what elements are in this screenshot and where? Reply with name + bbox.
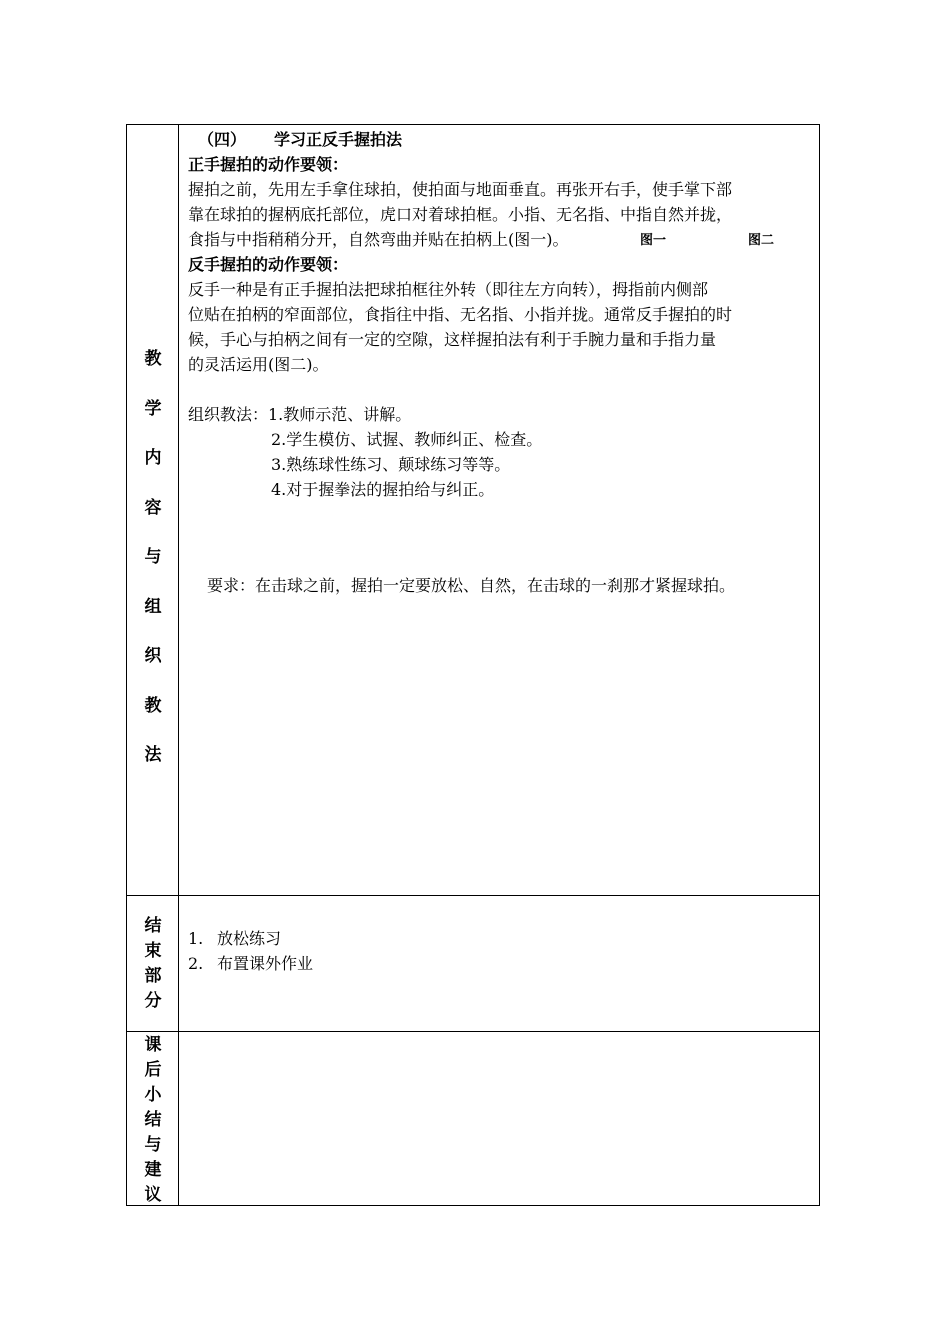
label-char: 学 [144,398,162,419]
label-char: 法 [144,745,162,765]
summary-label-cell [127,1032,179,1205]
label-char: 与 [144,1135,162,1155]
ending-label [127,914,179,1014]
requirement-text: 要求：在击球之前，握拍一定要放松、自然，在击球的一刹那才紧握球拍。 [207,576,736,595]
label-char: 内 [144,448,162,468]
label-char: 结 [144,1110,162,1130]
ending-row [127,895,819,1031]
label-char: 议 [144,1185,162,1205]
label-char: 与 [144,547,162,567]
org-method-line: 组织教法：1.教师示范、讲解。 [188,405,412,424]
section-title: 学习正反手握拍法 [274,130,403,149]
section-number: （四） [198,130,247,149]
list-item [188,926,281,951]
label-char: 分 [144,991,162,1011]
label-char: 教 [144,695,162,716]
backhand-line: 反手一种是有正手握拍法把球拍框往外转（即往左方向转），拇指前内侧部 [188,280,709,299]
label-char: 束 [144,941,162,961]
teaching-content-cell [179,125,819,895]
ending-cell [179,896,819,1031]
forehand-heading: 正手握拍的动作要领： [188,155,349,174]
figure-2-label: 图二 [748,233,775,248]
label-char: 结 [144,916,162,936]
lesson-plan-table [126,124,820,1206]
backhand-heading: 反手握拍的动作要领： [188,255,349,274]
org-method-line: 4.对于握拳法的握拍给与纠正。 [271,480,495,499]
list-number: 1. [188,929,204,948]
org-method-line: 3.熟练球性练习、颠球练习等等。 [271,455,511,474]
summary-row [127,1031,819,1205]
teaching-content-label [127,335,179,781]
label-char: 后 [144,1060,162,1080]
summary-cell [179,1032,819,1205]
figure-1-label: 图一 [640,233,667,248]
list-item [188,951,313,976]
ending-label-cell [127,896,179,1031]
label-char: 教 [144,349,162,369]
backhand-line: 候，手心与拍柄之间有一定的空隙，这样握拍法有利于手腕力量和手指力量 [188,330,717,349]
org-method-line: 2.学生模仿、试握、教师纠正、检查。 [271,430,543,449]
label-char: 课 [144,1035,162,1055]
label-char: 部 [144,966,162,986]
teaching-content-label-cell [127,125,179,895]
teaching-content-row [127,125,819,895]
backhand-line: 位贴在拍柄的窄面部位，食指往中指、无名指、小指并拢。通常反手握拍的时 [188,305,733,324]
forehand-line: 靠在球拍的握柄底托部位，虎口对着球拍框。小指、无名指、中指自然并拢， [188,205,733,224]
forehand-line: 食指与中指稍稍分开，自然弯曲并贴在拍柄上(图一)。 [188,230,569,249]
label-char: 小 [144,1085,162,1105]
list-text: 放松练习 [217,929,282,948]
summary-label [127,1033,179,1208]
label-char: 组 [144,596,162,617]
label-char: 建 [144,1160,162,1180]
section-heading [198,127,402,152]
list-text: 布置课外作业 [217,954,314,973]
backhand-line: 的灵活运用(图二)。 [188,355,329,374]
label-char: 容 [144,497,162,518]
forehand-line: 握拍之前，先用左手拿住球拍，使拍面与地面垂直。再张开右手，使手掌下部 [188,180,733,199]
list-number: 2. [188,954,204,973]
label-char: 织 [144,646,162,666]
